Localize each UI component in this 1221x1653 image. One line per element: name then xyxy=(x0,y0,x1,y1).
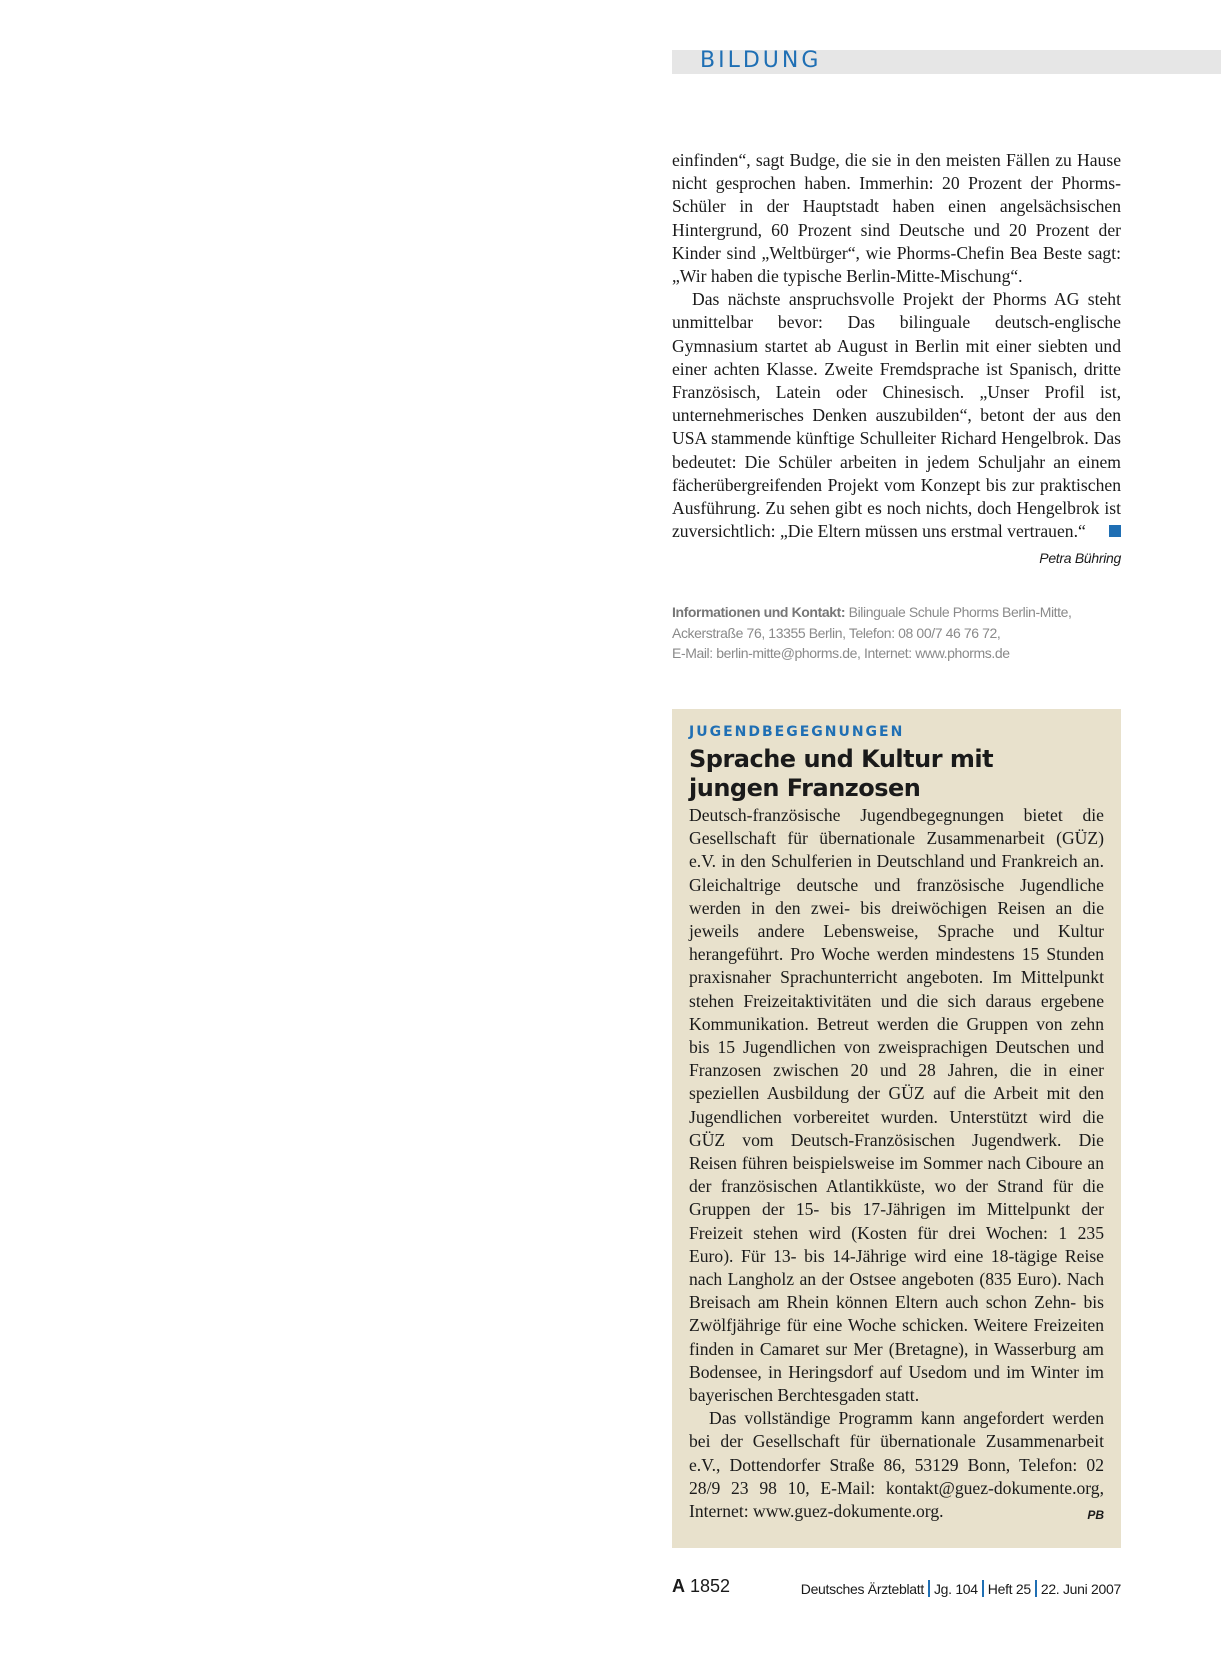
box-signature: PB xyxy=(1087,1508,1104,1523)
box-headline-line: Sprache und Kultur mit xyxy=(689,745,994,773)
journal-footer xyxy=(801,1580,1121,1597)
footer-separator xyxy=(982,1580,984,1597)
journal-name: Deutsches Ärzteblatt xyxy=(800,1581,924,1597)
page-prefix: A xyxy=(672,1576,685,1596)
box-body xyxy=(689,804,1104,1523)
box-headline xyxy=(689,745,1104,803)
contact-info-line: E-Mail: berlin-mitte@phorms.de, Internet: www.phorms.de xyxy=(672,645,1010,661)
contact-info-label: Informationen und Kontakt: xyxy=(672,604,846,620)
box-headline-line: jungen Franzosen xyxy=(689,774,921,802)
article-continuation xyxy=(672,149,1121,571)
page-number xyxy=(672,1576,730,1597)
end-of-article-square-icon xyxy=(1109,525,1121,537)
contact-info-line: Bilinguale Schule Phorms Berlin-Mitte, xyxy=(845,604,1072,620)
box-paragraph: Deutsch-französische Jugendbegegnungen bietet die Gesellschaft für übernationale Zusammenarbeit (GÜZ) e.V. in den Schulferien in Deutschland und Frankreich an. Gleichaltrige deutsche und französische Jugendliche werden in den zwei- bis dreiwöchigen Reisen an die jeweils andere Lebensweise, Sprache und Kultur herangeführt. Pro Woche werden mindestens 15 Stunden praxisnaher Sprachunterricht angeboten. Im Mittelpunkt stehen Freizeitaktivitäten und die sich daraus ergebene Kommunikation. Betreut werden die Gruppen von zehn bis 15 Jugendlichen von zweisprachigen Deutschen und Franzosen zwischen 20 und 28 Jahren, die in einer speziellen Ausbildung der GÜZ auf die Arbeit mit den Jugendlichen vorbereitet wurden. Unterstützt wird die GÜZ vom Deutsch-Französischen Jugendwerk. Die Reisen führen beispielsweise im Sommer nach Ciboure an der französischen Atlantikküste, wo der Strand für die Gruppen der 15- bis 17-Jährigen im Mittelpunkt der Freizeit stehen wird (Kosten für drei Wochen: 1 235 Euro). Für 13- bis 14-Jährige wird eine 18-tägige Reise nach Langholz an der Ostsee angeboten (835 Euro). Nach Breisach am Rhein können Eltern auch schon Zehn- bis Zwölfjährige für eine Woche schicken. Weitere Freizeiten finden in Camaret sur Mer (Bretagne), in Wasserburg am Bodensee, in Heringsdorf auf Usedom und im Winter im bayerischen Berchtesgaden statt. xyxy=(689,805,1104,1406)
article-author: Petra Bühring xyxy=(1039,550,1121,567)
contact-info xyxy=(672,602,1132,664)
journal-date: 22. Juni 2007 xyxy=(1040,1581,1121,1597)
contact-info-line: Ackerstraße 76, 13355 Berlin, Telefon: 08 00/7 46 76 72, xyxy=(672,624,1001,641)
article-paragraph: einfinden“, sagt Budge, die sie in den meisten Fällen zu Hause nicht gesprochen haben. Immerhin: 20 Prozent der Phorms-Schüler in der Hauptstadt haben einen angelsächsischen Hintergrund, 60 Prozent sind Deutsche und 20 Prozent der Kinder sind „Weltbürger“, wie Phorms-Chefin Bea Beste sagt: „Wir haben die typische Berlin-Mitte-Mischung“. xyxy=(672,150,1121,287)
box-paragraph-text: Das vollständige Programm kann angefordert werden bei der Gesellschaft für übernationale Zusammenarbeit e.V., Dottendorfer Straße 86, 53129 Bonn, Telefon: 02 28/9 23 98 10, E-Mail: kontakt@guez-dokumente.org, Internet: www.guez-dokumente.org. xyxy=(689,1408,1104,1522)
box-paragraph xyxy=(689,1407,1104,1523)
section-label: BILDUNG xyxy=(700,48,822,73)
sidebar-box xyxy=(672,709,1121,1548)
page-number-value: 1852 xyxy=(690,1576,731,1596)
box-kicker: JUGENDBEGEGNUNGEN xyxy=(689,724,905,740)
journal-volume: Jg. 104 xyxy=(933,1581,978,1597)
journal-issue: Heft 25 xyxy=(987,1581,1031,1597)
article-paragraph-text: Das nächste anspruchsvolle Projekt der Phorms AG steht unmittelbar bevor: Das bilinguale deutsch-englische Gymnasium startet ab August in Berlin mit einer siebten und einer achten Klasse. Zweite Fremdsprache ist Spanisch, dritte Französisch, Latein oder Chinesisch. „Unser Profil ist, unternehmerisches Denken auszubilden“, betont der aus den USA stammende künftige Schulleiter Richard Hengelbrok. Das bedeutet: Die Schüler arbeiten in jedem Schuljahr an einem fächerübergreifenden Projekt vom Konzept bis zur praktischen Ausführung. Zu sehen gibt es noch nichts, doch Hengelbrok ist zuversichtlich: „Die Eltern müssen uns erstmal vertrauen.“ xyxy=(672,289,1121,542)
article-paragraph xyxy=(672,288,1121,543)
footer-separator xyxy=(1035,1580,1037,1597)
section-header-bar xyxy=(672,50,1221,74)
footer-separator xyxy=(928,1580,930,1597)
